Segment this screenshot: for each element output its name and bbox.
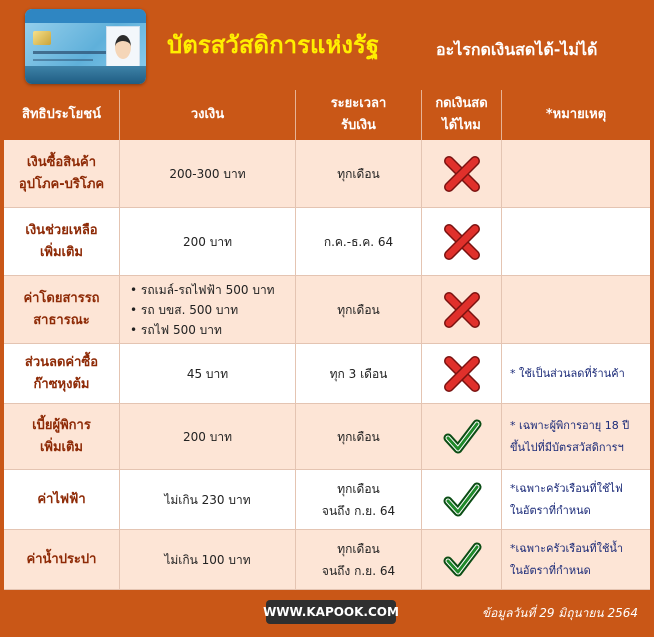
welfare-card-image	[25, 9, 146, 84]
page-title: บัตรสวัสดิการแห่งรัฐ	[167, 31, 380, 59]
note-cell	[502, 140, 650, 208]
period-value: จนถึง ก.ย. 64	[321, 503, 396, 518]
period-value: จนถึง ก.ย. 64	[321, 563, 396, 578]
benefit-cell	[4, 470, 120, 530]
green-check-icon	[442, 480, 482, 520]
header-period	[296, 90, 422, 140]
table-row	[4, 530, 650, 590]
period-cell	[296, 208, 422, 276]
table-row	[4, 404, 650, 470]
period-value: ทุกเดือน	[337, 541, 380, 556]
header-label: ได้ไหม	[442, 118, 481, 133]
amount-value: 200 บาท	[183, 429, 232, 444]
note-cell	[502, 470, 650, 530]
amount-bullet: • รถ บขส. 500 บาท	[130, 300, 238, 320]
cash-cell	[422, 140, 502, 208]
header	[4, 3, 650, 89]
header-note	[502, 90, 650, 140]
note-text: *เฉพาะครัวเรือนที่ใช้ไฟ	[510, 481, 623, 495]
benefit-label: เพิ่มเติม	[39, 244, 84, 260]
benefit-label: สาธารณะ	[33, 312, 90, 328]
period-value: ก.ค.-ธ.ค. 64	[323, 234, 394, 249]
table-row	[4, 140, 650, 208]
benefit-cell	[4, 530, 120, 590]
cash-cell	[422, 530, 502, 590]
header-label: กดเงินสด	[435, 96, 488, 111]
amount-value: 200-300 บาท	[169, 166, 246, 181]
red-cross-icon	[442, 222, 482, 262]
period-value: ทุกเดือน	[337, 302, 380, 317]
period-cell	[296, 344, 422, 404]
header-cash	[422, 90, 502, 140]
benefit-label: ค่าโดยสารรถ	[23, 290, 100, 306]
page-subtitle: อะไรกดเงินสดได้-ไม่ได้	[436, 40, 598, 59]
green-check-icon	[442, 540, 482, 580]
amount-cell	[120, 276, 296, 344]
data-date: ข้อมูลวันที่ 29 มิถุนายน 2564	[481, 606, 638, 620]
header-label: *หมายเหตุ	[545, 107, 607, 122]
cash-cell	[422, 404, 502, 470]
red-cross-icon	[442, 290, 482, 330]
period-value: ทุก 3 เดือน	[329, 366, 388, 381]
amount-bullet: • รถไฟ 500 บาท	[130, 320, 222, 340]
benefit-cell	[4, 344, 120, 404]
amount-cell	[120, 470, 296, 530]
benefit-label: อุปโภค-บริโภค	[18, 176, 105, 192]
note-cell	[502, 530, 650, 590]
red-cross-icon	[442, 354, 482, 394]
header-label: สิทธิประโยชน์	[22, 107, 101, 122]
note-cell	[502, 404, 650, 470]
table-row	[4, 208, 650, 276]
note-text: *เฉพาะครัวเรือนที่ใช้น้ำ	[510, 541, 624, 555]
amount-cell	[120, 530, 296, 590]
note-cell	[502, 208, 650, 276]
footer	[4, 593, 650, 633]
amount-value: ไม่เกิน 230 บาท	[164, 492, 251, 507]
amount-bullet: • รถเมล์-รถไฟฟ้า 500 บาท	[130, 280, 275, 300]
amount-value: 200 บาท	[183, 234, 232, 249]
period-value: ทุกเดือน	[337, 166, 380, 181]
benefit-label: เงินช่วยเหลือ	[25, 222, 98, 238]
header-label: ระยะเวลา	[330, 96, 387, 111]
red-cross-icon	[442, 154, 482, 194]
benefit-label: เบี้ยผู้พิการ	[32, 417, 91, 433]
benefit-label: ค่าน้ำประปา	[26, 551, 97, 567]
amount-cell	[120, 208, 296, 276]
period-cell	[296, 530, 422, 590]
amount-cell	[120, 140, 296, 208]
table-header-row	[4, 90, 650, 140]
table-row	[4, 276, 650, 344]
note-text: ในอัตราที่กำหนด	[510, 563, 591, 577]
amount-value: 45 บาท	[186, 366, 229, 381]
header-label: รับเงิน	[341, 118, 376, 133]
period-cell	[296, 404, 422, 470]
note-cell	[502, 344, 650, 404]
amount-cell	[120, 344, 296, 404]
cash-cell	[422, 344, 502, 404]
cash-cell	[422, 208, 502, 276]
period-value: ทุกเดือน	[337, 429, 380, 444]
header-amount	[120, 90, 296, 140]
period-cell	[296, 276, 422, 344]
benefit-label: ค่าไฟฟ้า	[37, 491, 86, 507]
note-cell	[502, 276, 650, 344]
header-benefit	[4, 90, 120, 140]
site-badge[interactable]: WWW.KAPOOK.COM	[266, 600, 396, 624]
period-value: ทุกเดือน	[337, 481, 380, 496]
table-row	[4, 344, 650, 404]
period-cell	[296, 470, 422, 530]
benefit-cell	[4, 140, 120, 208]
benefit-label: เพิ่มเติม	[39, 439, 84, 455]
note-text: * ใช้เป็นส่วนลดที่ร้านค้า	[510, 366, 625, 380]
benefit-cell	[4, 404, 120, 470]
cash-cell	[422, 276, 502, 344]
note-text: ในอัตราที่กำหนด	[510, 503, 591, 517]
benefit-label: ส่วนลดค่าซื้อ	[24, 354, 99, 370]
amount-value: ไม่เกิน 100 บาท	[164, 552, 251, 567]
benefit-label: ก๊าซหุงต้ม	[33, 376, 90, 392]
green-check-icon	[442, 417, 482, 457]
benefit-label: เงินซื้อสินค้า	[26, 154, 97, 170]
benefit-cell	[4, 208, 120, 276]
amount-cell	[120, 404, 296, 470]
note-text: * เฉพาะผู้พิการอายุ 18 ปี	[510, 418, 630, 432]
header-label: วงเงิน	[190, 107, 225, 122]
note-text: ขึ้นไปที่มีบัตรสวัสดิการฯ	[510, 440, 624, 454]
table-row	[4, 470, 650, 530]
period-cell	[296, 140, 422, 208]
cash-cell	[422, 470, 502, 530]
benefit-cell	[4, 276, 120, 344]
